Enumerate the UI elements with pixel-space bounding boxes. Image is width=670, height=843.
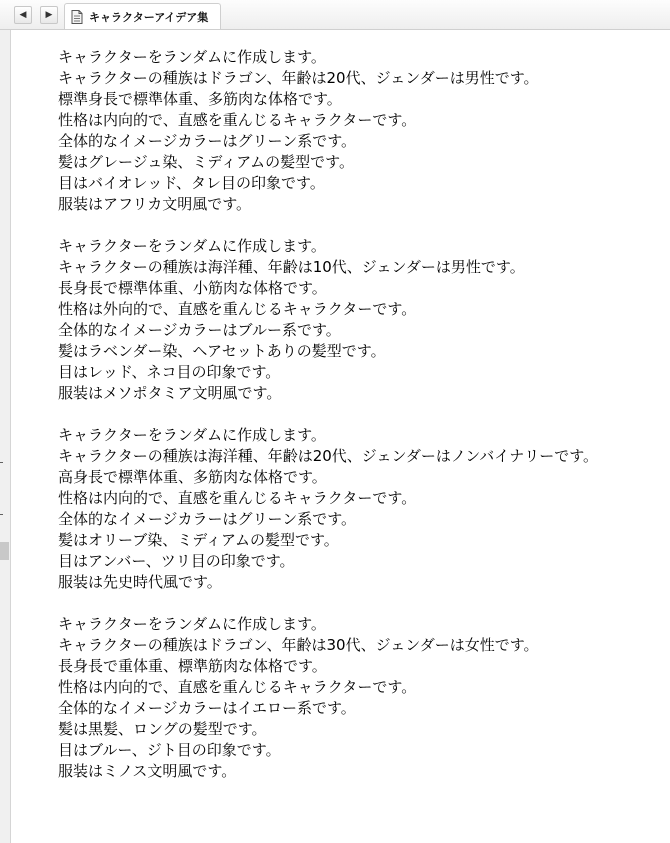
forward-button[interactable] xyxy=(40,6,58,24)
character-block xyxy=(58,236,658,404)
text-line: 髪は黒髪、ロングの髪型です。 xyxy=(58,720,267,738)
text-line: 服装は先史時代風です。 xyxy=(58,573,222,591)
text-line: 髪はオリーブ染、ミディアムの髪型です。 xyxy=(58,531,339,549)
text-line: 長身長で重体重、標準筋肉な体格です。 xyxy=(58,657,327,675)
text-line: 性格は内向的で、直感を重んじるキャラクターです。 xyxy=(58,111,417,129)
text-line: 髪はラベンダー染、ヘアセットありの髪型です。 xyxy=(58,342,386,360)
back-button[interactable] xyxy=(14,6,32,24)
character-block xyxy=(58,47,658,215)
tab-title: キャラクターアイデア集 xyxy=(89,10,209,24)
forward-arrow-icon: ▶ xyxy=(45,10,53,20)
text-line: 長身長で標準体重、小筋肉な体格です。 xyxy=(58,279,327,297)
text-line: 目はバイオレッド、タレ目の印象です。 xyxy=(58,174,325,192)
text-line: キャラクターをランダムに作成します。 xyxy=(58,615,326,633)
text-line: 服装はアフリカ文明風です。 xyxy=(58,195,252,213)
text-line: 性格は内向的で、直感を重んじるキャラクターです。 xyxy=(58,678,417,696)
document-icon xyxy=(71,10,83,24)
text-line: 全体的なイメージカラーはグリーン系です。 xyxy=(58,132,357,150)
text-line: 高身長で標準体重、多筋肉な体格です。 xyxy=(58,468,327,486)
text-line: キャラクターの種族はドラゴン、年齢は30代、ジェンダーは女性です。 xyxy=(58,636,539,654)
text-line: 性格は内向的で、直感を重んじるキャラクターです。 xyxy=(58,489,417,507)
panel-splitter-handle[interactable] xyxy=(0,542,9,560)
toolbar xyxy=(0,0,670,30)
character-block xyxy=(58,614,658,782)
text-line: キャラクターの種族は海洋種、年齢は10代、ジェンダーは男性です。 xyxy=(58,258,525,276)
panel-marker xyxy=(0,514,3,515)
text-line: 全体的なイメージカラーはイエロー系です。 xyxy=(58,699,356,717)
character-block xyxy=(58,425,658,593)
text-line: 目はブルー、ジト目の印象です。 xyxy=(58,741,281,759)
text-line: キャラクターをランダムに作成します。 xyxy=(58,426,326,444)
left-side-panel[interactable] xyxy=(0,0,11,843)
tab-document[interactable] xyxy=(64,3,221,29)
text-line: キャラクターをランダムに作成します。 xyxy=(58,48,326,66)
back-arrow-icon: ◀ xyxy=(19,10,27,20)
text-line: 全体的なイメージカラーはブルー系です。 xyxy=(58,321,341,339)
text-line: キャラクターの種族は海洋種、年齢は20代、ジェンダーはノンバイナリーです。 xyxy=(58,447,599,465)
text-line: 服装はメソポタミア文明風です。 xyxy=(58,384,282,402)
text-line: 全体的なイメージカラーはグリーン系です。 xyxy=(58,510,357,528)
text-line: 性格は外向的で、直感を重んじるキャラクターです。 xyxy=(58,300,417,318)
document-content xyxy=(58,47,658,803)
text-line: 標準身長で標準体重、多筋肉な体格です。 xyxy=(58,90,342,108)
text-line: キャラクターの種族はドラゴン、年齢は20代、ジェンダーは男性です。 xyxy=(58,69,539,87)
text-line: 服装はミノス文明風です。 xyxy=(58,762,237,780)
panel-marker xyxy=(0,462,3,463)
text-line: 目はアンバー、ツリ目の印象です。 xyxy=(58,552,295,570)
text-line: 目はレッド、ネコ目の印象です。 xyxy=(58,363,281,381)
text-line: 髪はグレージュ染、ミディアムの髪型です。 xyxy=(58,153,354,171)
text-line: キャラクターをランダムに作成します。 xyxy=(58,237,326,255)
